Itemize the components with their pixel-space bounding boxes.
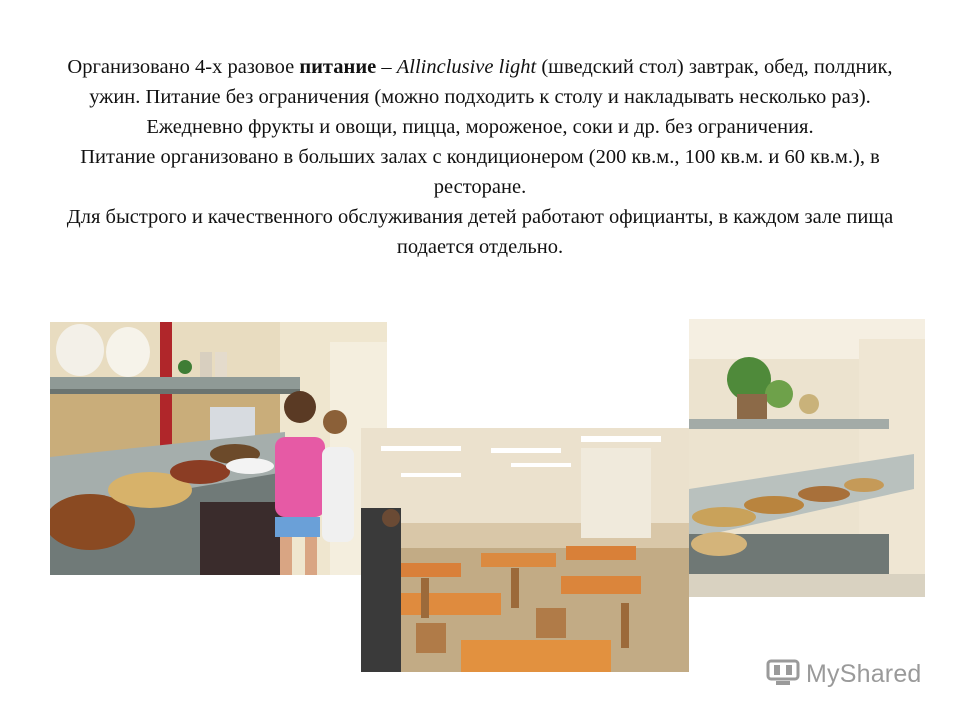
meals-details: (шведский стол) завтрак, обед, полдник, ужин. Питание без ограничения (можно подходить к столу и накладывать несколько раз). Ежедневно фрукты и овощи, пицца, мороженое, соки и др. без ограничения. [89, 56, 893, 138]
meals-bold-word: питание [299, 56, 377, 78]
myshared-watermark [766, 656, 922, 692]
dining-hall-photo [361, 428, 689, 672]
meals-plan-name: Allinclusive light [396, 56, 537, 78]
buffet-photo [50, 322, 387, 575]
paragraph-meals [40, 52, 920, 142]
slide-text [40, 52, 920, 262]
counter-photo [689, 319, 925, 597]
paragraph-halls: Питание организовано в больших залах с кондиционером (200 кв.м., 100 кв.м. и 60 кв.м.), в ресторане. [80, 146, 880, 198]
meals-dash: – [376, 56, 397, 78]
myshared-logo-icon [766, 659, 800, 689]
paragraph-waiters: Для быстрого и качественного обслуживания детей работают официанты, в каждом зале пища подается отдельно. [66, 206, 894, 258]
myshared-wordmark: MyShared [806, 659, 922, 688]
meals-intro: Организовано 4-х разовое [67, 56, 300, 78]
